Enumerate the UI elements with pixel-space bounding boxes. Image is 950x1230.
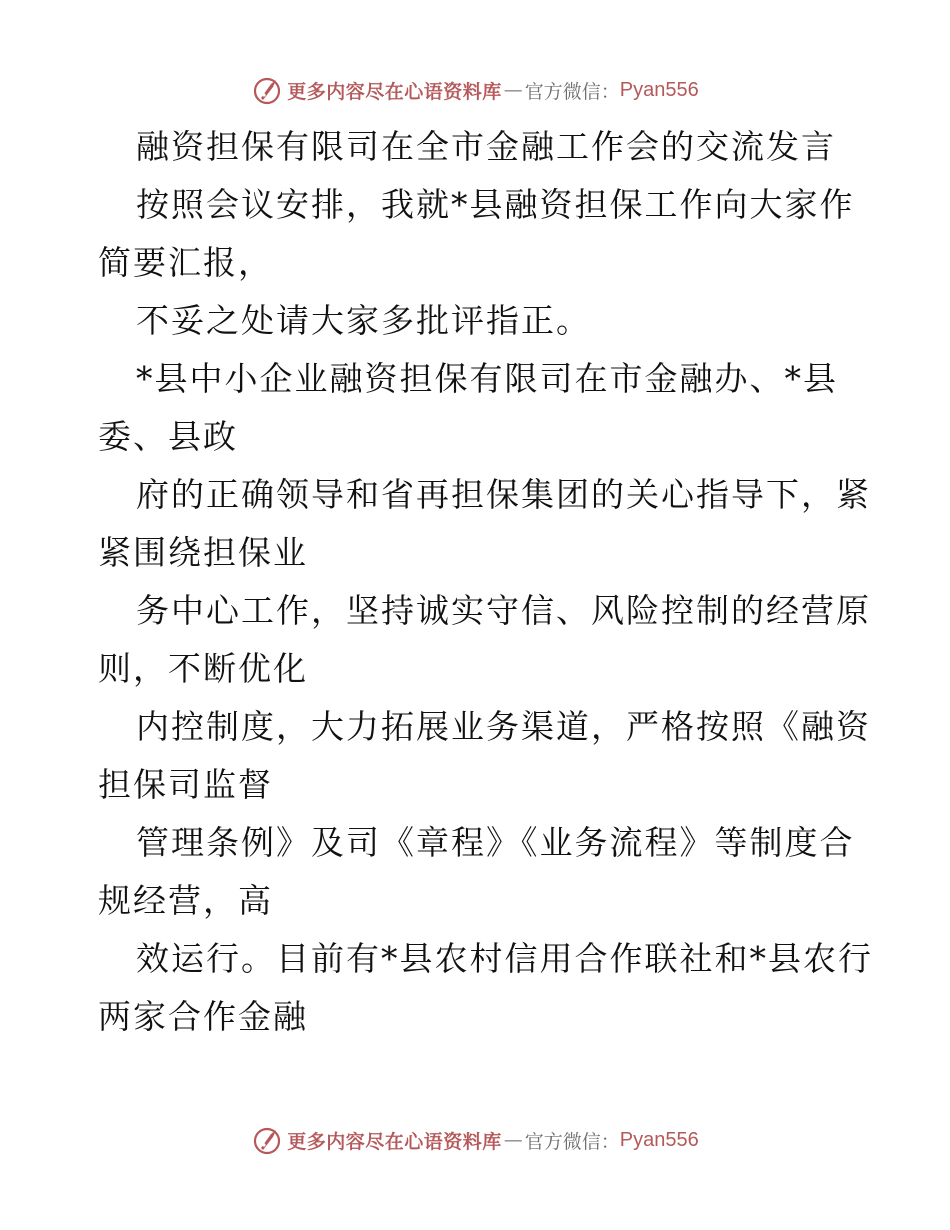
document-line: 管理条例》及司《章程》《业务流程》等制度合 xyxy=(136,823,855,862)
document-line: 按照会议安排，我就*县融资担保工作向大家作 xyxy=(136,185,855,224)
pen-nib-logo-icon xyxy=(251,74,283,106)
banner-promo-text: 更多内容尽在心语资料库 xyxy=(287,80,502,103)
document-line: 规经营，高 xyxy=(98,881,273,920)
banner-dash: — xyxy=(503,79,523,101)
document-line: *县中小企业融资担保有限司在市金融办、*县 xyxy=(136,359,838,398)
document-line: 内控制度，大力拓展业务渠道，严格按照《融资 xyxy=(136,707,871,746)
document-line: 则，不断优化 xyxy=(98,649,308,688)
document-line: 委、县政 xyxy=(98,417,238,456)
footer-banner xyxy=(0,1120,950,1160)
pen-nib-logo-icon xyxy=(251,1124,283,1156)
document-line: 紧围绕担保业 xyxy=(98,533,308,572)
header-banner xyxy=(0,70,950,110)
banner-contact-label: 官方微信： xyxy=(524,1130,620,1153)
banner-contact-label: 官方微信： xyxy=(524,80,620,103)
banner-contact-id: Pyan556 xyxy=(619,78,699,101)
document-line: 府的正确领导和省再担保集团的关心指导下，紧 xyxy=(136,475,871,514)
document-line: 简要汇报， xyxy=(98,243,273,282)
banner-contact-id: Pyan556 xyxy=(619,1128,699,1151)
document-line: 两家合作金融 xyxy=(98,997,308,1036)
document-line: 担保司监督 xyxy=(98,765,273,804)
document-line: 融资担保有限司在全市金融工作会的交流发言 xyxy=(136,127,836,166)
document-line: 不妥之处请大家多批评指正。 xyxy=(136,301,591,340)
banner-dash: — xyxy=(503,1129,523,1151)
banner-promo-text: 更多内容尽在心语资料库 xyxy=(287,1130,502,1153)
document-body xyxy=(98,118,873,1046)
document-line: 效运行。目前有*县农村信用合作联社和*县农行 xyxy=(136,939,873,978)
document-line: 务中心工作，坚持诚实守信、风险控制的经营原 xyxy=(136,591,871,630)
